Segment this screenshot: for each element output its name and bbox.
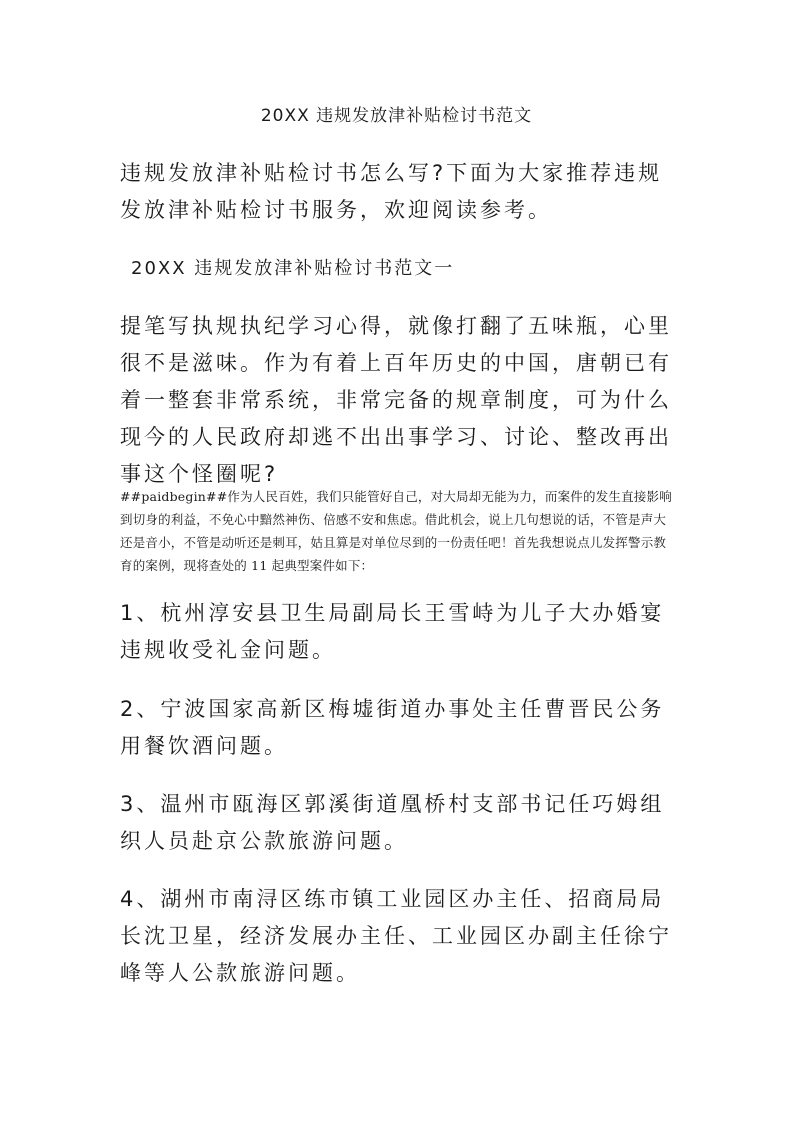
- case-item: 1、杭州淳安县卫生局副局长王雪峙为儿子大办婚宴违规收受礼金问题。: [120, 601, 665, 662]
- case-item: 2、宁波国家高新区梅墟街道办事处主任曹晋民公务用餐饮酒问题。: [120, 697, 665, 758]
- case-item: 4、湖州市南浔区练市镇工业园区办主任、招商局局长沈卫星，经济发展办主任、工业园区办副主任徐宁峰等人公款旅游问题。: [120, 887, 672, 985]
- intro-paragraph: 违规发放津补贴检讨书怎么写?下面为大家推荐违规发放津补贴检讨书服务，欢迎阅读参考。: [120, 161, 663, 222]
- case-item: 3、温州市瓯海区郭溪街道凰桥村支部书记任巧姆组织人员赴京公款旅游问题。: [120, 792, 665, 853]
- section-title: 20XX 违规发放津补贴检讨书范文一: [131, 258, 455, 279]
- document-title: 20XX 违规发放津补贴检讨书范文: [260, 106, 533, 126]
- small-print-paragraph: ##paidbegin##作为人民百姓，我们只能管好自己，对大局却无能为力，而案件的发生直接影响到切身的利益，不免心中黯然神伤、倍感不安和焦虑。借此机会，说上几句想说的话，不管是声大还是音小，不管是动听还是刺耳，姑且算是对单位尽到的一份责任吧！首先我想说点儿发挥警示教育的案例，现将查处的 11 起典型案件如下：: [120, 489, 672, 573]
- body-paragraph: 提笔写执规执纪学习心得，就像打翻了五味瓶，心里很不是滋味。作为有着上百年历史的中国，唐朝已有着一整套非常系统，非常完备的规章制度，可为什么现今的人民政府却逃不出出事学习、讨论、整改再出事这个怪圈呢?: [120, 314, 672, 486]
